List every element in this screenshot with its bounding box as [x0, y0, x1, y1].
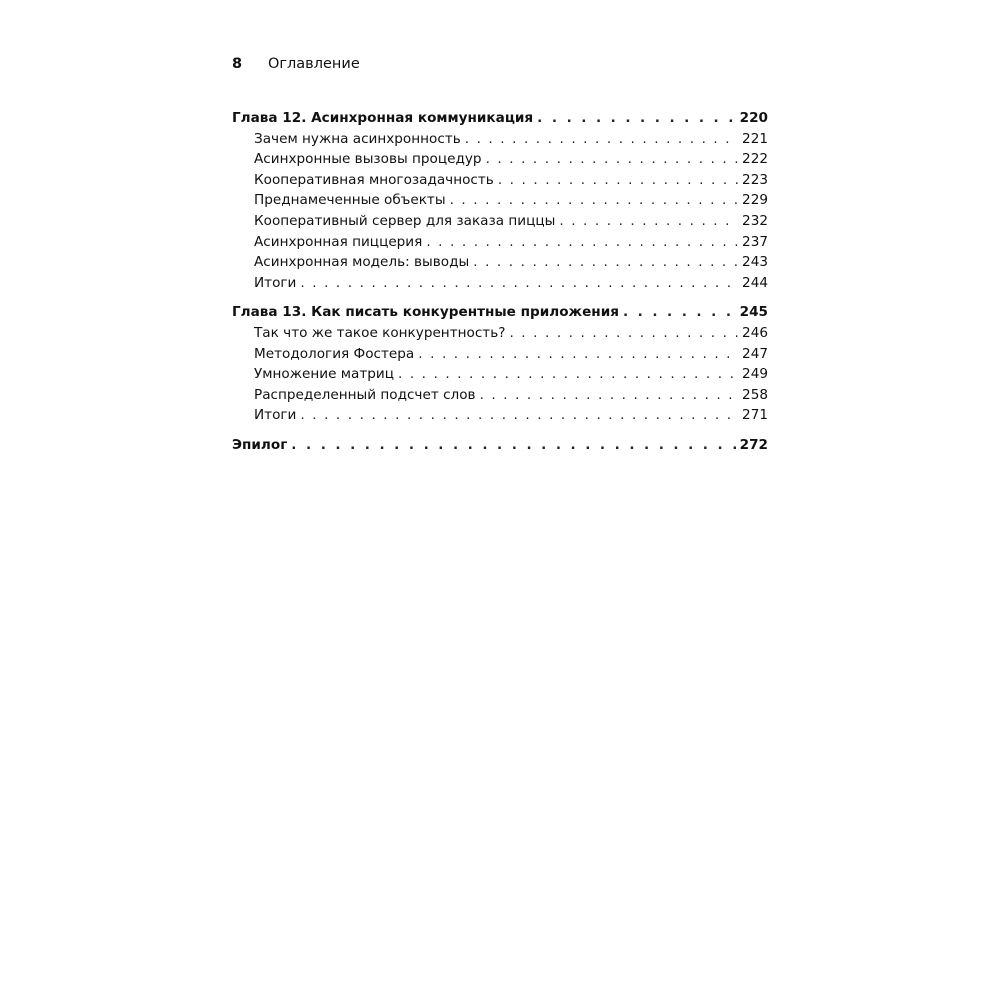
toc-entry-page: 222	[742, 151, 768, 168]
toc-section-row[interactable]	[232, 232, 768, 253]
toc-entry-title: Кооперативный сервер для заказа пиццы	[254, 212, 556, 229]
toc-section-row[interactable]	[232, 323, 768, 344]
dot-leader	[300, 405, 738, 426]
toc-entry-title: Умножение матриц	[254, 366, 394, 383]
toc-entry-page: 249	[742, 366, 768, 383]
toc-chapter-heading[interactable]	[232, 108, 768, 129]
dot-leader	[418, 344, 738, 365]
toc-section-row[interactable]	[232, 344, 768, 365]
toc-epilog	[232, 435, 768, 456]
toc-chapter-13	[232, 302, 768, 426]
toc-section-row[interactable]	[232, 149, 768, 170]
toc-entry-title: Глава 13. Как писать конкурентные приложения	[232, 304, 619, 321]
dot-leader	[300, 273, 738, 294]
dot-leader	[450, 190, 738, 211]
toc-section-row[interactable]	[232, 385, 768, 406]
dot-leader	[486, 149, 738, 170]
toc-entry-title: Эпилог	[232, 436, 288, 453]
toc-entry-title: Преднамеченные объекты	[254, 192, 446, 209]
dot-leader	[398, 364, 738, 385]
dot-leader	[291, 435, 735, 456]
toc-entry-page: 247	[742, 345, 768, 362]
dot-leader	[465, 129, 738, 150]
toc-entry-page: 245	[739, 304, 768, 321]
dot-leader	[473, 252, 738, 273]
toc-entry-page: 221	[742, 130, 768, 147]
dot-leader	[480, 385, 738, 406]
toc-entry-title: Распределенный подсчет слов	[254, 386, 476, 403]
toc-chapter-heading[interactable]	[232, 302, 768, 323]
toc-section-row[interactable]	[232, 211, 768, 232]
toc-entry-page: 271	[742, 407, 768, 424]
toc-entry-title: Асинхронная пиццерия	[254, 233, 423, 250]
toc-entry-title: Зачем нужна асинхронность	[254, 130, 461, 147]
toc-entry-title: Так что же такое конкурентность?	[254, 324, 506, 341]
toc-chapter-heading[interactable]	[232, 435, 768, 456]
toc-entry-title: Асинхронная модель: выводы	[254, 254, 470, 271]
toc-section-row[interactable]	[232, 129, 768, 150]
toc-entry-page: 237	[742, 233, 768, 250]
toc-entry-title: Методология Фостера	[254, 345, 415, 362]
toc-section-row[interactable]	[232, 170, 768, 191]
toc-entry-page: 243	[742, 254, 768, 271]
running-header	[232, 56, 768, 78]
toc-section-row[interactable]	[232, 273, 768, 294]
dot-leader	[509, 323, 738, 344]
dot-leader	[498, 170, 738, 191]
toc-entry-title: Асинхронные вызовы процедур	[254, 151, 482, 168]
dot-leader	[537, 108, 735, 129]
toc-chapter-12	[232, 108, 768, 293]
page-number: 8	[232, 56, 243, 72]
running-title: Оглавление	[268, 56, 360, 72]
dot-leader	[623, 302, 736, 323]
toc-entry-page: 232	[742, 212, 768, 229]
toc-section-row[interactable]	[232, 252, 768, 273]
dot-leader	[426, 232, 738, 253]
toc-entry-page: 220	[739, 110, 768, 126]
toc-entry-page: 223	[742, 171, 768, 188]
toc-section-row[interactable]	[232, 405, 768, 426]
toc-entry-title: Кооперативная многозадачность	[254, 171, 494, 188]
toc-entry-page: 246	[742, 324, 768, 341]
toc-entry-title: Итоги	[254, 407, 297, 424]
dot-leader	[559, 211, 738, 232]
toc-entry-page: 229	[742, 192, 768, 209]
toc-page	[232, 56, 768, 456]
toc-entry-page: 244	[742, 274, 768, 291]
toc-entry-title: Глава 12. Асинхронная коммуникация	[232, 110, 534, 126]
toc-entry-title: Итоги	[254, 274, 297, 291]
toc-section-row[interactable]	[232, 190, 768, 211]
toc-entry-page: 272	[739, 436, 768, 453]
toc-entry-page: 258	[742, 386, 768, 403]
toc-section-row[interactable]	[232, 364, 768, 385]
